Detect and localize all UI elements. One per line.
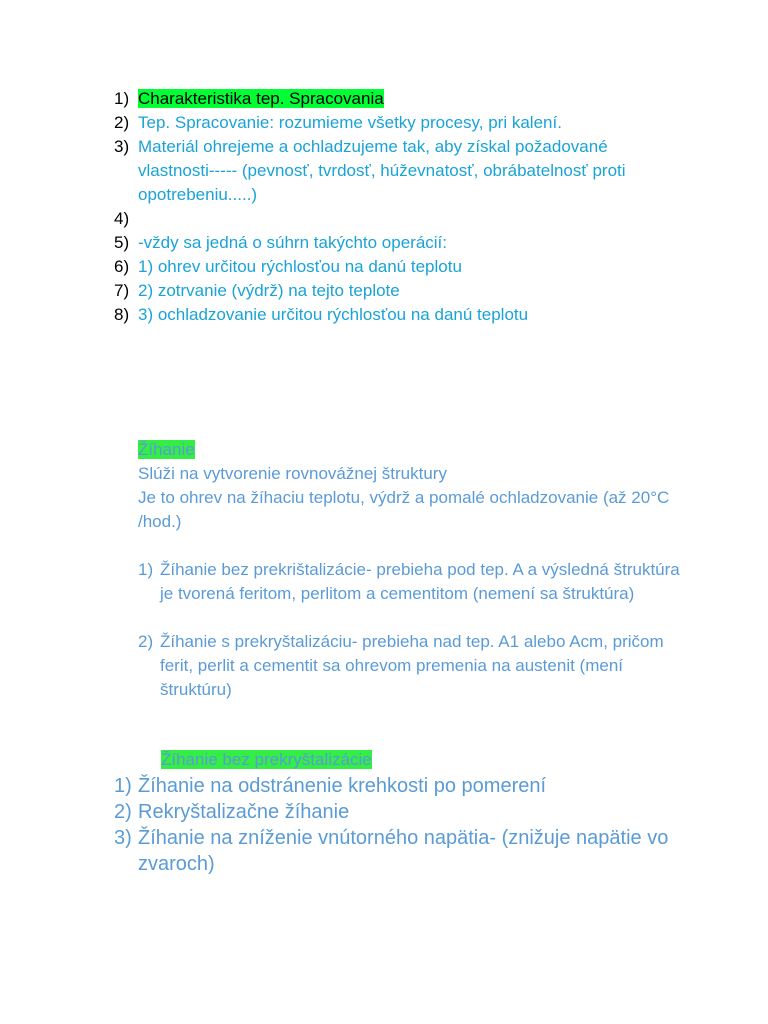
list-text: Žíhanie na odstránenie krehkosti po pomerení xyxy=(138,775,547,797)
list-number: 4) xyxy=(114,209,130,228)
list-item xyxy=(114,279,674,303)
list-number: 3) xyxy=(114,827,132,849)
list-text: Tep. Spracovanie: rozumieme všetky procesy, pri kalení. xyxy=(138,113,562,132)
list-item xyxy=(114,135,674,207)
section2-heading: Žíhanie xyxy=(138,440,195,459)
list-item xyxy=(138,630,683,702)
section1-list xyxy=(114,87,674,327)
section2-list xyxy=(138,558,683,702)
list-item xyxy=(114,825,684,877)
highlighted-title: Charakteristika tep. Spracovania xyxy=(138,89,384,108)
list-item xyxy=(114,231,674,255)
section2-line1: Slúži na vytvorenie rovnovážnej štruktury xyxy=(138,464,447,483)
list-item xyxy=(114,87,674,111)
list-number: 2) xyxy=(114,801,132,823)
list-text: Žíhanie s prekryštalizáciu- prebieha nad tep. A1 alebo Acm, pričom ferit, perlit a cementit sa ohrevom premenia na austenit (mení štruktúru) xyxy=(160,632,664,699)
list-item xyxy=(114,111,674,135)
list-item xyxy=(114,799,684,825)
list-text: 1) ohrev určitou rýchlosťou na danú teplotu xyxy=(138,257,462,276)
list-item xyxy=(114,773,684,799)
list-item xyxy=(114,303,674,327)
section3-heading-wrap xyxy=(161,748,372,772)
section3-list xyxy=(114,773,684,877)
list-text: Žíhanie na zníženie vnútorného napätia- (znižuje napätie vo zvaroch) xyxy=(138,827,669,875)
list-number: 1) xyxy=(114,775,132,797)
section2-line2: Je to ohrev na žíhaciu teplotu, výdrž a pomalé ochladzovanie (až 20°C /hod.) xyxy=(138,488,670,531)
list-number: 2) xyxy=(114,113,130,132)
list-text: Žíhanie bez prekrištalizácie- prebieha pod tep. A a výsledná štruktúra je tvorená feritom, perlitom a cementitom (nemení sa štruktúra) xyxy=(160,560,680,603)
list-number: 2) xyxy=(138,632,154,651)
list-number: 5) xyxy=(114,233,130,252)
list-item xyxy=(114,255,674,279)
list-number: 8) xyxy=(114,305,130,324)
list-number: 6) xyxy=(114,257,130,276)
section3-heading: Žíhanie bez prekryštalizácie xyxy=(161,750,372,769)
list-text: 2) zotrvanie (výdrž) na tejto teplote xyxy=(138,281,400,300)
list-number: 7) xyxy=(114,281,130,300)
list-text: -vždy sa jedná o súhrn takýchto operácií: xyxy=(138,233,447,252)
list-number: 3) xyxy=(114,137,130,156)
list-number: 1) xyxy=(114,89,130,108)
list-number: 1) xyxy=(138,560,154,579)
section2 xyxy=(138,438,683,726)
list-text: Rekryštalizačne žíhanie xyxy=(138,801,350,823)
list-text: Materiál ohrejeme a ochladzujeme tak, aby získal požadované vlastnosti----- (pevnosť, tvrdosť, húževnatosť, obrábatelnosť proti opotrebeniu.....) xyxy=(138,137,626,204)
list-text: 3) ochladzovanie určitou rýchlosťou na danú teplotu xyxy=(138,305,529,324)
list-item xyxy=(138,558,683,606)
list-item xyxy=(114,207,674,231)
